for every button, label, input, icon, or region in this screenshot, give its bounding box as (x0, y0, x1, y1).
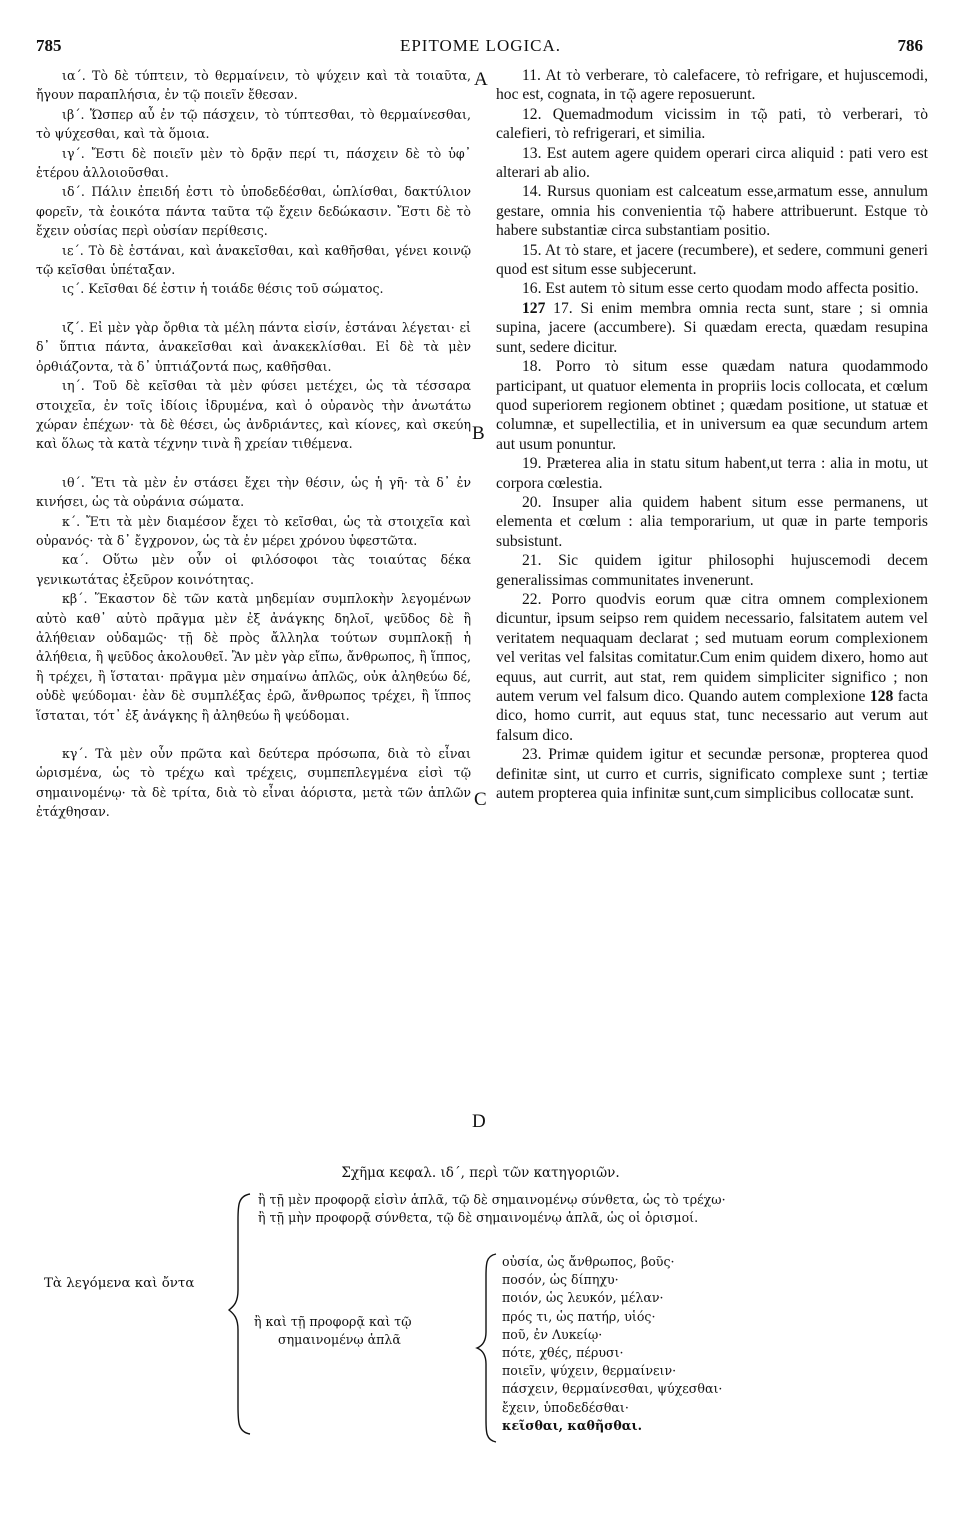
greek-paragraph-22: κβ΄. Ἕκαστον δὲ τῶν κατὰ μηδεμίαν συμπλοκὴν λεγομένων αὐτὸ καθ᾽ αὑτὸ πρᾶγμα μὲν ἐξ ἀνάγκης δηλοῖ, ψεῦδος δὲ ἢ ἀλήθειαν οὐδαμῶς· τῇ δὲ πρὸς ἄλληλα τούτων συμπλοκῇ ἡ ἀλήθεια, ἢ ψεῦδος ἀκολουθεῖ. Ἂν μὲν γὰρ εἴπω, ἄνθρωπος, ἢ ἵππος, ἢ τρέχει, ἢ ἵσταται· πρᾶγμα μὲν σημαίνω ἁπλῶς, οὐκ ἀληθεύω δέ, οὐδὲ ψεύδομαι· ἐὰν δὲ συμπλέξας ἐρῶ, ἄνθρωπος τρέχει, ἢ ἵππος ἵσταται, τότ᾽ ἐξ ἀνάγκης ἢ ἀληθεύω ἢ ψεύδομαι. (36, 591, 471, 723)
margin-letter-c: C (474, 789, 487, 810)
greek-paragraph-15: ιε΄. Τὸ δὲ ἑστάναι, καὶ ἀνακεῖσθαι, καὶ καθῆσθαι, γένει κοινῷ τῷ κεῖσθαι ὑπέταξαν. (36, 242, 471, 278)
latin-paragraph-14: 14. Rursus quoniam est calceatum esse,armatum esse, annulum gestare, omnia his convenientia τῷ habere attribuerunt. Estque τὸ habere substantiæ circa substantiam positio. (496, 183, 928, 240)
greek-paragraph-14: ιδ΄. Πάλιν ἐπειδή ἐστι τὸ ὑποδεδέσθαι, ὡπλίσθαι, δακτύλιον φορεῖν, τὰ ἐοικότα πάντα ταῦτα τῷ ἔχειν δεδώκασιν. Ἔστι δὲ τὸ ἔχειν οὐσίας περὶ οὐσίαν περίθεσις. (36, 184, 471, 239)
latin-paragraph-18: 18. Porro τὸ situm esse quædam natura quodammodo participant, ut quatuor elementa in propriis locis collocata, et cœlum quod superiorem regionem obtinet ; quædam positione, ut statuæ et columnæ, et supellectilia, et in universum ea quæ secundum artem aut usum ponuntur. (496, 358, 928, 453)
greek-paragraph-21: κα΄. Οὕτω μὲν οὖν οἱ φιλόσοφοι τὰς τοιαύτας δέκα γενικωτάτας ἐξεῦρον κοινότητας. (36, 552, 471, 587)
greek-paragraph-17: ιζ΄. Εἰ μὲν γὰρ ὄρθια τὰ μέλη πάντα εἰσίν, ἑστάναι λέγεται· εἰ δ᾽ ὕπτια πάντα, ἀνακεῖσθαι καὶ ἀνακεκλίσθαι. Εἰ δὲ τὰ μὲν ὀρθιάζοντα, τὰ δ᾽ ὑπτιάζοντά πως, καθῆσθαι. (36, 319, 471, 374)
scheme-category-item: πρός τι, ὡς πατήρ, υἱός· (502, 1308, 656, 1324)
scheme-category-item: πάσχειν, θερμαίνεσθαι, ψύχεσθαι· (502, 1381, 723, 1397)
scheme-branch-3-line-2: σημαινομένῳ ἁπλᾶ (278, 1332, 401, 1347)
scheme-title: Σχῆμα κεφαλ. ιδ΄, περὶ τῶν κατηγοριῶν. (341, 1165, 620, 1181)
latin-paragraph-22-text-b: facta dico, homo currit, aut equus stat, tunc necessario aut verum aut falsum dico. (496, 688, 929, 744)
scheme-root: Τὰ λεγόμενα καὶ ὄντα (44, 1276, 195, 1291)
latin-paragraph-13: 13. Est autem agere quidem operari circa aliquid : pati vero est alterari ab alio. (496, 144, 928, 182)
margin-letter-d: D (472, 1111, 486, 1132)
scheme-branch-1: ἢ τῇ μὲν προφορᾷ εἰσὶν ἁπλᾶ, τῷ δὲ σημαινομένῳ σύνθετα, ὡς τὸ τρέχω· (258, 1192, 726, 1207)
greek-paragraph-20: κ΄. Ἔτι τὰ μὲν διαμέσον ἔχει τὸ κεῖσθαι, ὡς τὰ στοιχεῖα καὶ οὐρανός· τὰ δ᾽ ἔγχρονον, ὡς τὰ ἐν μέρει χρόνου ὑφεστῶτα. (36, 513, 471, 548)
latin-paragraph-12: 12. Quemadmodum vicissim in τῷ pati, τὸ verberari, τὸ calefieri, τὸ refrigerari, et similia. (496, 105, 928, 143)
scheme-category-item: πότε, χθές, πέρυσι· (502, 1345, 624, 1360)
scheme-categories-brace (474, 1250, 500, 1446)
latin-paragraph-19: 19. Præterea alia in statu situm habent,ut terra : alia in motu, ut corpora cœlestia. (496, 455, 928, 492)
latin-column (496, 66, 928, 803)
greek-paragraph-18: ιη΄. Τοῦ δὲ κεῖσθαι τὰ μὲν φύσει μετέχει, ὡς τὰ τέσσαρα στοιχεῖα, ἐν τοῖς ἰδίοις ἱδρυμένα, καὶ ὁ οὐρανὸς τὴν ἀνωτάτω χώραν ἐπέχων· τὰ δὲ θέσει, ὡς ἀνδριάντες, καὶ κίονες, καὶ σκεύη καὶ ὅλως τὰ κατὰ τέχνην τινὰ ἢ χρείαν τιθέμενα. (36, 378, 471, 452)
greek-paragraph-23: κγ΄. Τὰ μὲν οὖν πρῶτα καὶ δεύτερα πρόσωπα, διὰ τὸ εἶναι ὡρισμένα, ὡς τὸ τρέχω καὶ τρέχεις, συμπεπλεγμένα εἰσὶ τῷ σημαινομένῳ· τὰ δὲ τρίτα, διὰ τὸ εἶναι ἀόριστα, μετὰ τῶν ἁπλῶν ἐτάχθησαν. (36, 746, 471, 820)
greek-column (36, 66, 471, 822)
latin-paragraph-17-text: 17. Si enim membra omnia recta sunt, stare ; si omnia supina, jacere (accumbere). Si quædam erecta, quædam resupina sunt, sedere dicitur. (496, 299, 928, 356)
scheme-category-item: οὐσία, ὡς ἄνθρωπος, βοῦς· (502, 1254, 675, 1269)
margin-letter-b: B (472, 423, 485, 444)
latin-paragraph-16: 16. Est autem τὸ situm esse certo quodam modo affecta positio. (522, 280, 919, 298)
scheme-category-item: ποιεῖν, ψύχειν, θερμαίνειν· (502, 1363, 677, 1379)
column-reference-128: 128 (869, 688, 894, 705)
latin-paragraph-22 (496, 590, 928, 745)
latin-paragraph-17 (496, 299, 928, 357)
scheme-category-item: ποσόν, ὡς δίπηχυ· (502, 1272, 619, 1288)
scheme-category-item: ποῦ, ἐν Λυκείῳ· (502, 1326, 603, 1342)
greek-paragraph-19: ιθ΄. Ἔτι τὰ μὲν ἐν στάσει ἔχει τὴν θέσιν, ὡς ἡ γῆ· τὰ δ᾽ ἐν κινήσει, ὡς τὰ οὐράνια σώματα. (36, 474, 471, 510)
greek-paragraph-11: ια΄. Τὸ δὲ τύπτειν, τὸ θερμαίνειν, τὸ ψύχειν καὶ τὰ τοιαῦτα, ἤγουν παραπλήσια, ἐν τῷ ποιεῖν ἔθεσαν. (36, 68, 471, 103)
latin-paragraph-15: 15. At τὸ stare, et jacere (recumbere), et sedere, communi generi quod est situm esse subjecerunt. (496, 241, 928, 279)
latin-paragraph-11: 11. At τὸ verberare, τὸ calefacere, τὸ refrigare, et hujuscemodi, hoc est, cognata, in τῷ agere reposuerunt. (496, 67, 928, 104)
page-number-right: 786 (897, 36, 923, 55)
column-reference-127: 127 (522, 299, 546, 317)
scheme-category-item: ἔχειν, ὑποδεδέσθαι· (502, 1399, 629, 1415)
page-number-left: 785 (36, 36, 62, 55)
latin-paragraph-23: 23. Primæ quidem igitur et secundæ personæ, propterea quod definitæ sint, ut curro et curris, significato complexe sunt ; tertiæ autem propterea quia infinitæ sunt,cum simplicibus collocatæ sunt. (496, 746, 928, 803)
scheme-main-brace (226, 1190, 256, 1438)
latin-paragraph-22-text-a: 22. Porro quodvis eorum quæ citra omnem complexionem dicuntur, ipsum seipso rem quidem necessario, falsitatem autem vel veritatem nequaquam declarat ; sed mutuam eorum complexionem vel veritas vel falsitas comitatur.Cum enim quidem dixero, homo aut equus, aut currit, aut stat, rem quidem simpliciter significo ; non autem verum vel falsum dico. Quando autem complexione (496, 590, 928, 705)
scheme-branch-3-line-1: ἢ καὶ τῇ προφορᾷ καὶ τῷ (254, 1314, 412, 1329)
scheme-category-item: κεῖσθαι, καθῆσθαι. (502, 1417, 642, 1433)
greek-paragraph-13: ιγ΄. Ἔστι δὲ ποιεῖν μὲν τὸ δρᾷν περί τι, πάσχειν δὲ τὸ ὑφ᾽ ἑτέρου ἀλλοιοῦσθαι. (36, 145, 471, 181)
scheme-category-item: ποιόν, ὡς λευκόν, μέλαν· (502, 1290, 664, 1306)
margin-letter-a: A (474, 69, 488, 90)
greek-paragraph-12: ιβ΄. Ὥσπερ αὖ ἐν τῷ πάσχειν, τὸ τύπτεσθαι, τὸ θερμαίνεσθαι, τὸ ψύχεσθαι, καὶ τὰ ὅμοια. (36, 106, 471, 142)
latin-paragraph-21: 21. Sic quidem igitur philosophi hujuscemodi decem generalissimas communitates invenerunt. (496, 552, 928, 589)
greek-paragraph-16: ις΄. Κεῖσθαι δέ ἐστιν ἡ τοιάδε θέσις τοῦ σώματος. (62, 281, 384, 297)
running-title: EPITOME LOGICA. (399, 36, 562, 55)
scheme-branch-2: ἢ τῇ μὴν προφορᾷ σύνθετα, τῷ δὲ σημαινομένῳ ἁπλᾶ, ὡς οἱ ὁρισμοί. (258, 1210, 699, 1225)
latin-paragraph-20: 20. Insuper alia quidem habent situm esse permanens, ut elementa et cœlum : alia temporarium, ut quæ in parte temporis subsistunt. (496, 493, 928, 550)
